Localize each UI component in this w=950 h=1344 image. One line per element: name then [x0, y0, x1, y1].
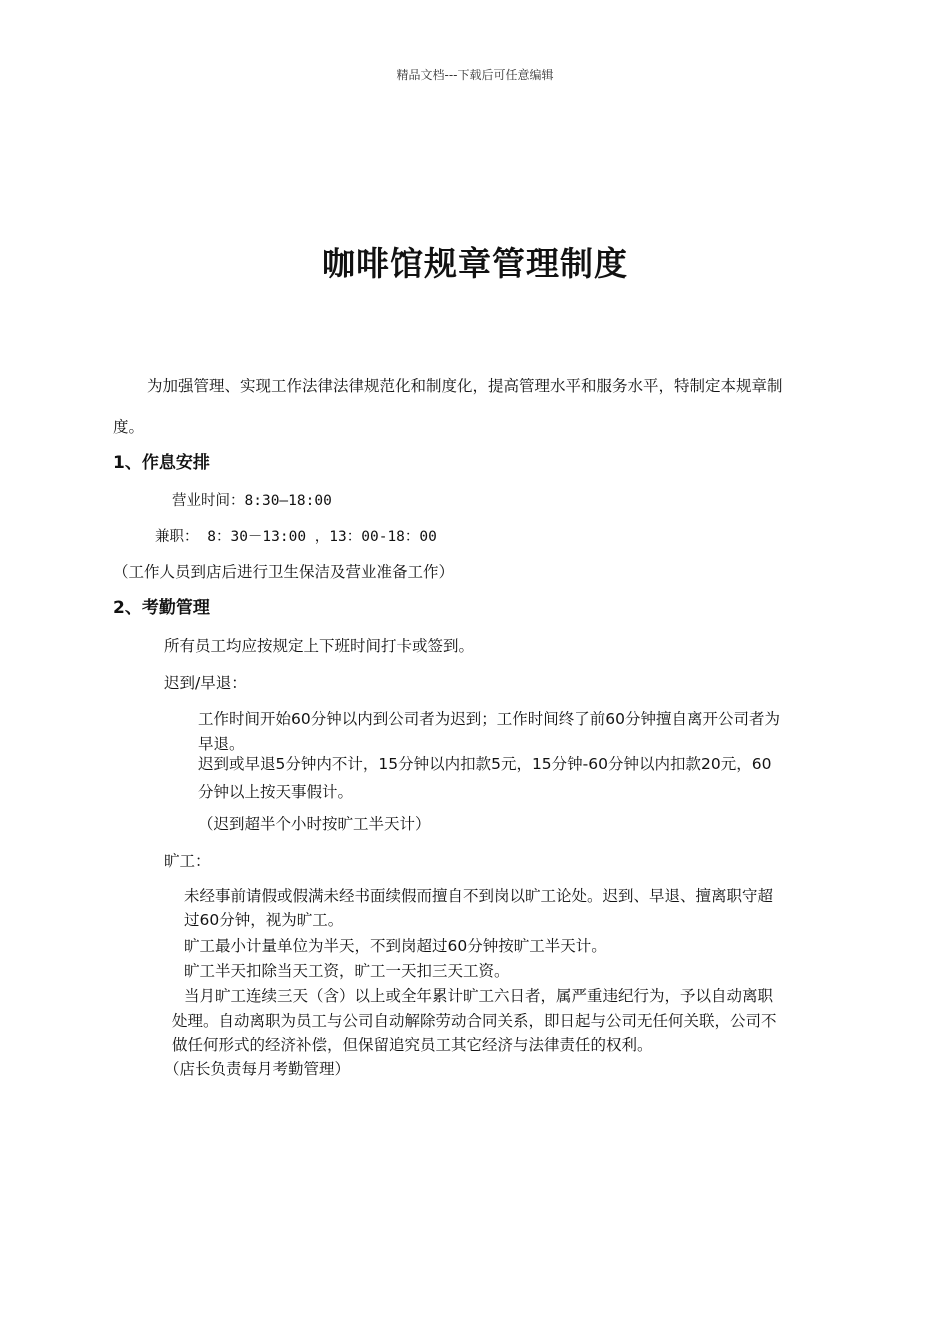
- late-line: 工作时间开始60分钟以内到公司者为迟到；工作时间终了前60分钟擅自离开公司者为: [198, 710, 780, 728]
- absent-line: 旷工最小计量单位为半天，不到岗超过60分钟按旷工半天计。: [184, 937, 607, 955]
- document-title: 咖啡馆规章管理制度: [322, 244, 628, 283]
- absent-line: 处理。自动离职为员工与公司自动解除劳动合同关系，即日起与公司无任何关联，公司不: [172, 1012, 777, 1030]
- absent-line: 未经事前请假或假满未经书面续假而擅自不到岗以旷工论处。迟到、早退、擅离职守超: [184, 887, 774, 905]
- late-line: （迟到超半个小时按旷工半天计）: [198, 815, 431, 833]
- section-1-note: （工作人员到店后进行卫生保洁及营业准备工作）: [113, 563, 455, 581]
- absent-label: 旷工：: [164, 852, 211, 870]
- absent-line: 过60分钟，视为旷工。: [184, 911, 344, 929]
- absent-line: 做任何形式的经济补偿，但保留追究员工其它经济与法律责任的权利。: [172, 1036, 653, 1054]
- absent-note: （店长负责每月考勤管理）: [164, 1060, 351, 1078]
- late-label: 迟到/早退：: [164, 674, 247, 692]
- late-line: 分钟以上按天事假计。: [198, 783, 354, 801]
- clock-in-rule: 所有员工均应按规定上下班时间打卡或签到。: [164, 637, 475, 655]
- part-time-hours: 兼职： 8：30－13:00 ，13：00-18：00: [155, 529, 437, 545]
- absent-line: 当月旷工连续三天（含）以上或全年累计旷工六日者，属严重违纪行为，予以自动离职: [184, 987, 774, 1005]
- business-hours: 营业时间：8:30—18:00: [172, 493, 332, 509]
- absent-line: 旷工半天扣除当天工资，旷工一天扣三天工资。: [184, 962, 510, 980]
- header-note: 精品文档---下载后可任意编辑: [396, 68, 554, 82]
- intro-line-2: 度。: [113, 418, 145, 436]
- late-line: 迟到或早退5分钟内不计，15分钟以内扣款5元，15分钟-60分钟以内扣款20元，60: [198, 755, 772, 773]
- section-1-heading: 1、作息安排: [113, 453, 210, 473]
- intro-line-1: 为加强管理、实现工作法律法律规范化和制度化，提高管理水平和服务水平，特制定本规章制: [147, 377, 783, 395]
- section-2-heading: 2、考勤管理: [113, 598, 210, 618]
- late-line: 早退。: [198, 735, 245, 753]
